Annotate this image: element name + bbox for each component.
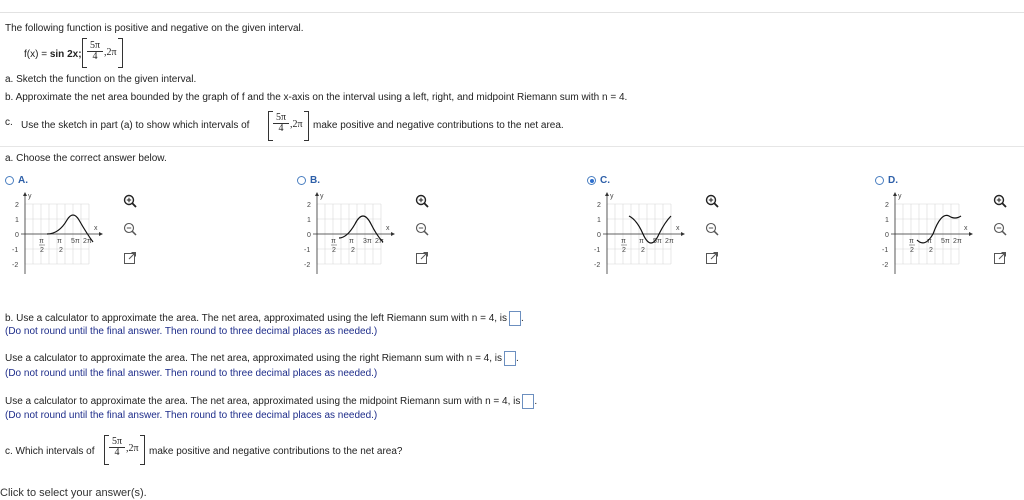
question-intro: The following function is positive and negative on the given interval. <box>5 23 304 34</box>
x-tick-pi-half-num: π <box>39 238 44 245</box>
zoom-out-handle <box>1002 231 1006 235</box>
option-radio[interactable] <box>875 176 884 185</box>
option-label[interactable]: C. <box>600 175 610 186</box>
part-c-question-suffix: make positive and negative contributions to the net area? <box>149 446 403 457</box>
y-tick-0: 0 <box>307 232 311 239</box>
option-label[interactable]: B. <box>310 175 320 186</box>
x-tick-two: 2 <box>641 247 645 254</box>
midpoint-sum-note: (Do not round until the final answer. Then round to three decimal places as needed.) <box>5 410 378 421</box>
x-axis-label: x <box>386 225 390 232</box>
x-axis-arrow <box>391 232 395 236</box>
x-tick-2pi: 2π <box>375 238 384 245</box>
zoom-out-icon[interactable] <box>705 222 719 236</box>
part-c-right-bracket <box>304 111 309 141</box>
y-axis-label: y <box>320 193 324 200</box>
zoom-in-handle <box>424 203 428 207</box>
part-c-label: c. <box>5 117 13 128</box>
x-tick-pi-half-den: 2 <box>910 247 914 254</box>
zoom-out-handle <box>132 231 136 235</box>
y-tick-2: 2 <box>307 202 311 209</box>
function-lhs: f(x) = <box>24 49 50 60</box>
x-tick-3pi: 3π <box>363 238 372 245</box>
x-tick-pi-half-num: π <box>909 238 914 245</box>
x-axis-label: x <box>676 225 680 232</box>
part-c-q-right-bracket <box>140 435 145 465</box>
y-axis-label: y <box>610 193 614 200</box>
y-tick-1: 1 <box>307 217 311 224</box>
option-radio[interactable] <box>587 176 596 185</box>
y-axis-arrow <box>315 192 319 196</box>
option-radio[interactable] <box>297 176 306 185</box>
left-sum-question <box>5 311 524 326</box>
x-tick-two: 2 <box>59 247 63 254</box>
y-tick-m1: -1 <box>304 247 311 254</box>
x-tick-pi-half-den: 2 <box>622 247 626 254</box>
part-c-text-2: make positive and negative contributions to the net area. <box>313 120 564 131</box>
option-graph <box>303 190 413 280</box>
x-tick-pi: π <box>57 238 62 245</box>
y-axis-arrow <box>23 192 27 196</box>
interval-end: ,2π <box>104 47 117 58</box>
left-sum-prompt: b. Use a calculator to approximate the area. The net area, approximated using the left Riemann sum with n = 4, is <box>5 313 508 325</box>
y-tick-2: 2 <box>885 202 889 209</box>
zoom-out-handle <box>424 231 428 235</box>
part-c-question-prefix: c. Which intervals of <box>5 446 95 457</box>
part-a-prompt: a. Choose the correct answer below. <box>5 153 167 164</box>
popout-icon[interactable] <box>123 251 137 265</box>
y-tick-1: 1 <box>15 217 19 224</box>
x-axis-label: x <box>94 225 98 232</box>
left-sum-note: (Do not round until the final answer. Then round to three decimal places as needed.) <box>5 326 378 337</box>
x-tick-pi: π <box>349 238 354 245</box>
option-radio[interactable] <box>5 176 14 185</box>
y-tick-m2: -2 <box>882 262 889 269</box>
x-axis-arrow <box>681 232 685 236</box>
zoom-in-handle <box>1002 203 1006 207</box>
x-tick-pi-half-num: π <box>331 238 336 245</box>
right-sum-note: (Do not round until the final answer. Then round to three decimal places as needed.) <box>5 368 378 379</box>
option-graph <box>881 190 991 280</box>
interval-right-bracket <box>118 38 123 68</box>
option-label[interactable]: A. <box>18 175 28 186</box>
y-tick-0: 0 <box>597 232 601 239</box>
y-tick-0: 0 <box>15 232 19 239</box>
y-tick-m2: -2 <box>304 262 311 269</box>
zoom-out-icon[interactable] <box>993 222 1007 236</box>
x-tick-3pi: 5π <box>941 238 950 245</box>
left-sum-period: . <box>521 313 524 325</box>
option-label[interactable]: D. <box>888 175 898 186</box>
x-tick-two: 2 <box>929 247 933 254</box>
x-tick-pi-half-den: 2 <box>332 247 336 254</box>
zoom-in-handle <box>132 203 136 207</box>
left-sum-answer-box[interactable] <box>509 311 521 326</box>
zoom-in-icon[interactable] <box>123 194 137 208</box>
x-tick-pi: π <box>927 238 932 245</box>
x-tick-2pi: 2π <box>83 238 92 245</box>
x-axis-arrow <box>99 232 103 236</box>
popout-icon[interactable] <box>993 251 1007 265</box>
part-b-instruction: b. Approximate the net area bounded by the graph of f and the x-axis on the interval using a left, right, and midpoint Riemann sum with n = 4. <box>5 92 628 103</box>
function-definition <box>24 49 82 60</box>
part-c-interval-end: ,2π <box>290 119 303 130</box>
part-c-q-fraction: $\frac{5\pi}{4}$ <box>109 437 125 458</box>
option-graph <box>593 190 703 280</box>
x-axis-arrow <box>969 232 973 236</box>
part-c-fraction: $\frac{5\pi}{4}$ <box>273 113 289 134</box>
zoom-out-icon[interactable] <box>415 222 429 236</box>
y-tick-1: 1 <box>885 217 889 224</box>
zoom-in-icon[interactable] <box>993 194 1007 208</box>
y-tick-m1: -1 <box>882 247 889 254</box>
y-tick-0: 0 <box>885 232 889 239</box>
y-axis-arrow <box>893 192 897 196</box>
option-graph <box>11 190 121 280</box>
x-tick-pi: π <box>639 238 644 245</box>
x-tick-2pi: 2π <box>953 238 962 245</box>
y-tick-m2: -2 <box>12 262 19 269</box>
function-rhs: sin 2x; <box>49 49 82 60</box>
midpoint-sum-question <box>5 394 537 409</box>
right-sum-prompt: Use a calculator to approximate the area. The net area, approximated using the right Riemann sum with n = 4, is <box>5 353 503 365</box>
popout-icon[interactable] <box>415 251 429 265</box>
x-tick-3pi: 5π <box>71 238 80 245</box>
x-tick-3pi: 5π <box>653 238 662 245</box>
y-tick-1: 1 <box>597 217 601 224</box>
footer-instruction: Click to select your answer(s). <box>0 487 147 499</box>
top-divider <box>0 12 1024 13</box>
right-sum-answer-box[interactable] <box>504 351 516 366</box>
y-axis-label: y <box>28 193 32 200</box>
x-tick-pi-half-num: π <box>621 238 626 245</box>
section-divider <box>0 146 1024 147</box>
right-sum-question <box>5 351 519 366</box>
zoom-in-icon[interactable] <box>415 194 429 208</box>
midpoint-sum-answer-box[interactable] <box>522 394 534 409</box>
y-tick-m1: -1 <box>12 247 19 254</box>
x-tick-pi-half-den: 2 <box>40 247 44 254</box>
part-a-instruction: a. Sketch the function on the given interval. <box>5 74 197 85</box>
y-tick-2: 2 <box>597 202 601 209</box>
y-axis-label: y <box>898 193 902 200</box>
y-axis-arrow <box>605 192 609 196</box>
y-tick-2: 2 <box>15 202 19 209</box>
zoom-in-icon[interactable] <box>705 194 719 208</box>
popout-icon[interactable] <box>705 251 719 265</box>
zoom-out-icon[interactable] <box>123 222 137 236</box>
zoom-in-handle <box>714 203 718 207</box>
x-tick-two: 2 <box>351 247 355 254</box>
interval-fraction: $\frac{5\pi}{4}$ <box>87 41 103 62</box>
y-tick-m1: -1 <box>594 247 601 254</box>
midpoint-sum-period: . <box>534 396 538 408</box>
part-c-q-interval-end: ,2π <box>126 443 139 454</box>
x-tick-2pi: 2π <box>665 238 674 245</box>
midpoint-sum-prompt: Use a calculator to approximate the area. The net area, approximated using the midpoint Riemann sum with n = 4, is <box>5 396 521 408</box>
y-tick-m2: -2 <box>594 262 601 269</box>
part-c-text-1: Use the sketch in part (a) to show which intervals of <box>21 120 250 131</box>
right-sum-period: . <box>516 353 519 365</box>
x-axis-label: x <box>964 225 968 232</box>
zoom-out-handle <box>714 231 718 235</box>
